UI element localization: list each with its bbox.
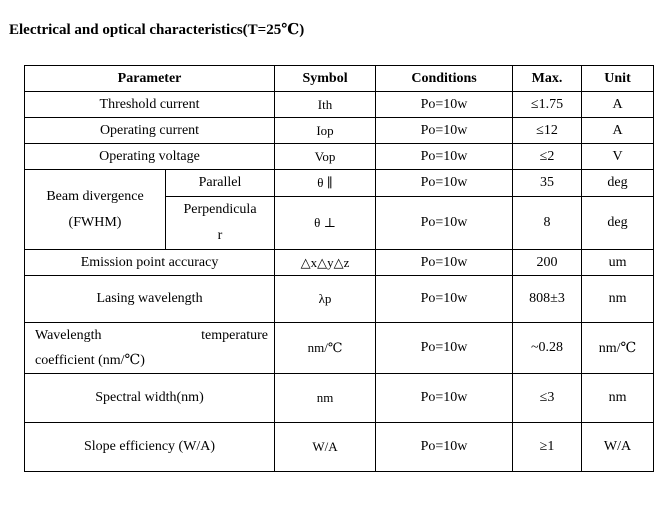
param-cell: Threshold current	[25, 92, 275, 118]
symbol-cell: Vop	[275, 144, 376, 170]
characteristics-table	[24, 65, 654, 472]
param-word-wavelength: Wavelength	[35, 328, 102, 343]
param-cell	[25, 323, 275, 374]
conditions-cell: Po=10w	[376, 374, 513, 423]
symbol-cell: nm/℃	[275, 323, 376, 374]
unit-cell: nm	[582, 276, 654, 323]
header-symbol: Symbol	[275, 66, 376, 92]
conditions-cell: Po=10w	[376, 197, 513, 250]
param-word-coefficient: coefficient (nm/℃)	[35, 353, 145, 368]
symbol-cell: △x△y△z	[275, 250, 376, 276]
header-max: Max.	[513, 66, 582, 92]
param-cell: Slope efficiency (W/A)	[25, 423, 275, 472]
max-cell: 35	[513, 170, 582, 197]
conditions-cell: Po=10w	[376, 276, 513, 323]
max-cell: 8	[513, 197, 582, 250]
symbol-cell: Iop	[275, 118, 376, 144]
header-unit: Unit	[582, 66, 654, 92]
beam-divergence-cell	[25, 170, 166, 250]
symbol-cell: W/A	[275, 423, 376, 472]
table-row	[25, 374, 654, 423]
conditions-cell: Po=10w	[376, 250, 513, 276]
param-cell: Operating voltage	[25, 144, 275, 170]
table-header-row	[25, 66, 654, 92]
param-cell: Lasing wavelength	[25, 276, 275, 323]
max-cell: 200	[513, 250, 582, 276]
beam-label-line1: Beam divergence	[46, 188, 144, 204]
unit-cell: deg	[582, 170, 654, 197]
conditions-cell: Po=10w	[376, 323, 513, 374]
header-conditions: Conditions	[376, 66, 513, 92]
unit-cell: nm/℃	[582, 323, 654, 374]
unit-cell: nm	[582, 374, 654, 423]
param-word-temperature: temperature	[201, 328, 269, 343]
unit-cell: A	[582, 118, 654, 144]
header-parameter: Parameter	[25, 66, 275, 92]
param-cell: Emission point accuracy	[25, 250, 275, 276]
symbol-cell: Ith	[275, 92, 376, 118]
max-cell: ~0.28	[513, 323, 582, 374]
sub-param-line1: Perpendicula	[183, 202, 257, 217]
max-cell: ≤1.75	[513, 92, 582, 118]
max-cell: ≤12	[513, 118, 582, 144]
sub-param-line2: r	[217, 228, 223, 243]
symbol-cell: λp	[275, 276, 376, 323]
unit-cell: deg	[582, 197, 654, 250]
table-row	[25, 144, 654, 170]
symbol-cell: nm	[275, 374, 376, 423]
conditions-cell: Po=10w	[376, 92, 513, 118]
unit-cell: V	[582, 144, 654, 170]
unit-cell: um	[582, 250, 654, 276]
max-cell: ≤3	[513, 374, 582, 423]
table-row	[25, 92, 654, 118]
conditions-cell: Po=10w	[376, 170, 513, 197]
param-cell: Operating current	[25, 118, 275, 144]
table-row	[25, 118, 654, 144]
conditions-cell: Po=10w	[376, 144, 513, 170]
max-cell: 808±3	[513, 276, 582, 323]
unit-cell: W/A	[582, 423, 654, 472]
max-cell: ≤2	[513, 144, 582, 170]
table-row	[25, 170, 654, 197]
unit-cell: A	[582, 92, 654, 118]
symbol-cell: θ ⊥	[275, 197, 376, 250]
param-cell: Spectral width(nm)	[25, 374, 275, 423]
beam-label-line2: (FWHM)	[68, 214, 122, 230]
conditions-cell: Po=10w	[376, 118, 513, 144]
table-row	[25, 250, 654, 276]
conditions-cell: Po=10w	[376, 423, 513, 472]
table-row	[25, 323, 654, 374]
symbol-cell: θ ∥	[275, 170, 376, 197]
sub-param-cell	[166, 197, 275, 250]
table-row	[25, 423, 654, 472]
document-title: Electrical and optical characteristics(T=25℃)	[9, 22, 305, 38]
table-row	[25, 276, 654, 323]
sub-param-cell: Parallel	[166, 170, 275, 197]
max-cell: ≥1	[513, 423, 582, 472]
